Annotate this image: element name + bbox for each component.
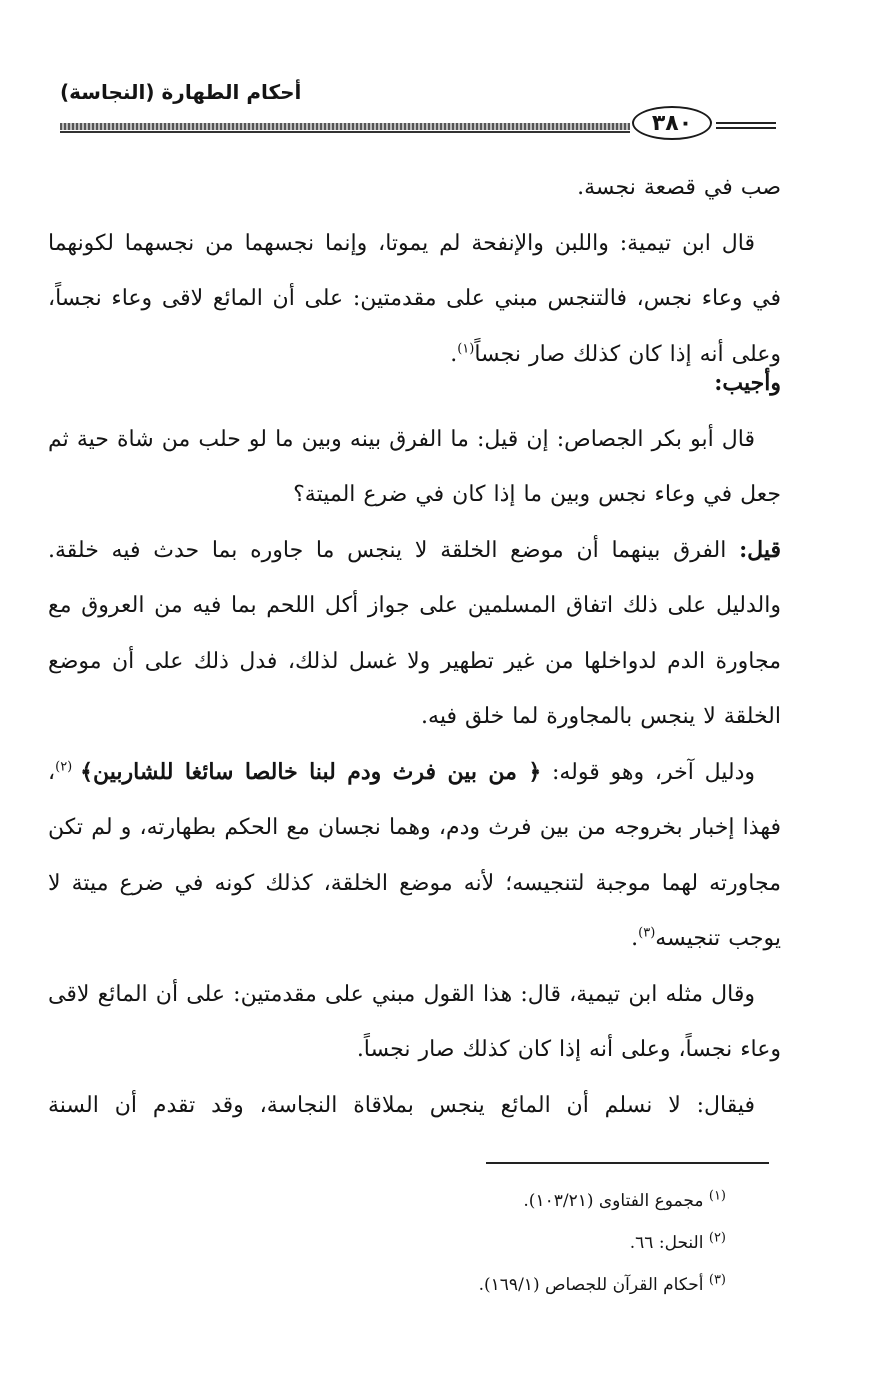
- header-rule-right-top: [716, 122, 776, 124]
- paragraph-5-end: .: [631, 926, 639, 951]
- header-rule-right-bottom: [716, 127, 776, 129]
- paragraph-1: صب في قصعة نجسة.: [577, 175, 781, 200]
- paragraph-6: وقال مثله ابن تيمية، قال: هذا القول مبني على مقدمتين: على أن المائع لاقى وعاء نجساً، وعلى أنه إذا كان كذلك صار نجساً.: [48, 981, 781, 1062]
- footnote-ref-3: (٣): [638, 925, 656, 941]
- footnote-1-mark: (١): [708, 1188, 726, 1204]
- header-dotted-rule: [60, 123, 630, 130]
- footnote-3-text: أحكام القرآن للجصاص (١٦٩/١).: [478, 1275, 709, 1295]
- paragraph-4: [48, 523, 781, 745]
- footnote-1-text: مجموع الفتاوى (١٠٣/٢١).: [523, 1191, 709, 1211]
- footnote-separator: [486, 1162, 769, 1164]
- footnote-3-mark: (٣): [708, 1272, 726, 1288]
- page-number: ٣٨٠: [632, 106, 712, 140]
- footnote-2-text: النحل: ٦٦.: [629, 1233, 709, 1253]
- section-heading: وأجيب:: [714, 370, 781, 396]
- paragraph-2-text: قال ابن تيمية: واللبن والإنفحة لم يموتا، وإنما نجسهما من نجسهما لكونهما في وعاء نجس، فالتنجس مبني على مقدمتين: على أن المائع لاقى وعاء نجساً، وعلى أنه إذا كان كذلك صار نجساً: [48, 230, 781, 367]
- quran-quote: ﴿ من بين فرث ودم لبنا خالصا سائغا للشاربين﴾: [80, 758, 542, 785]
- paragraph-5: [48, 745, 781, 967]
- paragraph-5-intro: ودليل آخر، وهو قوله:: [541, 759, 755, 785]
- footnote-ref-2: (٢): [55, 759, 81, 775]
- paragraph-3: قال أبو بكر الجصاص: إن قيل: ما الفرق بينه وبين ما لو حلب من شاة حية ثم جعل في وعاء نجس وبين ما إذا كان في ضرع الميتة؟: [48, 426, 781, 507]
- footnote-3: [300, 1264, 726, 1306]
- footnote-ref-1: (١): [457, 341, 475, 357]
- footnote-1: [300, 1180, 726, 1222]
- header-rule: [60, 131, 630, 133]
- body-text-top: [48, 160, 781, 382]
- running-title: أحكام الطهارة (النجاسة): [60, 80, 302, 104]
- body-text-main: [48, 370, 781, 1133]
- footnote-2-mark: (٢): [708, 1230, 726, 1246]
- paragraph-7: فيقال: لا نسلم أن المائع ينجس بملاقاة النجاسة، وقد تقدم أن السنة: [48, 1092, 755, 1118]
- paragraph-5-text: ، فهذا إخبار بخروجه من بين فرث ودم، وهما نجسان مع الحكم بطهارته، و لم تكن مجاورته لهما موجبة لتنجيسه؛ لأنه موضع الخلقة، كذلك كونه في ضرع ميتة لا يوجب تنجيسه: [48, 759, 781, 951]
- footnotes: [300, 1180, 726, 1306]
- paragraph-2-end: .: [450, 341, 458, 367]
- paragraph-4-lead: قيل:: [739, 536, 781, 563]
- paragraph-4-text: الفرق بينهما أن موضع الخلقة لا ينجس ما جاوره بما حدث فيه خلقة. والدليل على ذلك اتفاق المسلمين على جواز أكل اللحم بما فيه من العروق مع مجاورة الدم لدواخلها من غير تطهير ولا غسل لذلك، فدل ذلك على أن موضع الخلقة لا ينجس بالمجاورة لما خلق فيه.: [48, 537, 781, 729]
- footnote-2: [300, 1222, 726, 1264]
